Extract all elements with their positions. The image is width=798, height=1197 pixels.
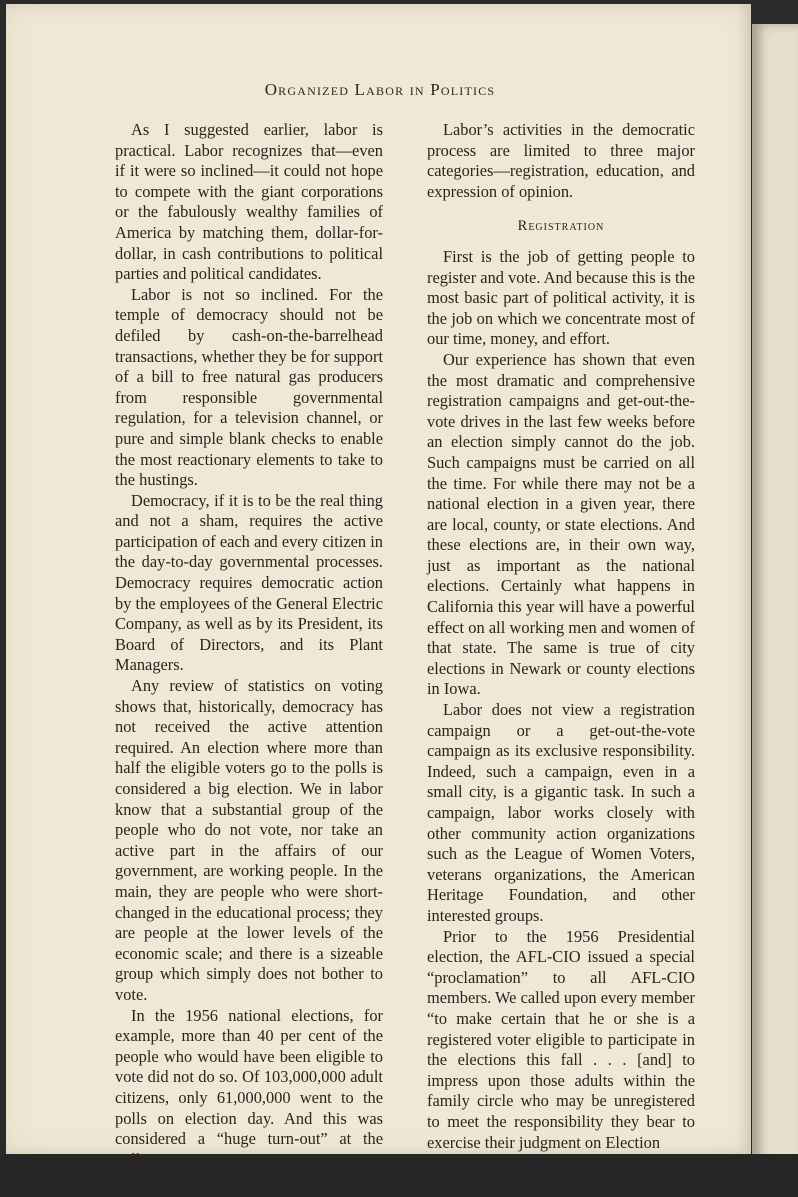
- paragraph: Our experience has shown that even the most dramatic and comprehensive registration campaigns and get-out-the-vote drives in the last few weeks before an election simply cannot do the job. Such campaigns must be carried on all the time. For while there may not be a national election in a given year, there are local, county, or state elections. And these elections are, in their own way, just as important as the national elections. Certainly what happens in California this year will have a powerful effect on all working men and women of that state. The same is true of city elections in Newark or county elections in Iowa.: [427, 349, 695, 699]
- running-head: Organized Labor in Politics: [264, 80, 496, 99]
- paragraph: As I suggested earlier, labor is practical. Labor recognizes that—even if it were so inclined—it could not hope to compete with the giant corporations or the fabulously wealthy families of America by matching them, dollar-for-dollar, in cash contributions to political parties and political candidates.: [115, 120, 383, 284]
- paragraph: Labor does not view a registration campaign or a get-out-the-vote campaign as its exclusive responsibility. Indeed, such a campaign, even in a small city, is a gigantic task. In such a campaign, labor works closely with other community action organizations such as the League of Women Voters, veterans organizations, the American Heritage Foundation, and other interested groups.: [427, 700, 695, 925]
- paragraph-intro: Labor’s activities in the democratic process are limited to three major categories—registration, education, and expression of opinion.: [427, 120, 695, 201]
- section-heading: Registration: [517, 218, 605, 235]
- paragraph: Democracy, if it is to be the real thing and not a sham, requires the active participation of each and every citizen in the day-to-day governmental processes. Democracy requires democratic action by the employees of the General Electric Company, as well as by its President, its Board of Directors, and its Plant Managers.: [115, 490, 383, 675]
- facing-page-edge: [752, 24, 798, 1197]
- right-column: [427, 120, 695, 1153]
- paragraph: Any review of statistics on voting shows that, historically, democracy has not received the active attention required. An election where more than half the eligible voters go to the polls is considered a big election. We in labor know that a substantial group of the people who do not vote, nor take an active part in the affairs of our government, are working people. In the main, they are people who were short-changed in the educational process; they are people at the lower levels of the economic scale; and there is a sizeable group which simply does not bother to vote.: [115, 676, 383, 1004]
- paragraph: Prior to the 1956 Presidential election, the AFL-CIO issued a special “proclamation” to all AFL-CIO members. We called upon every member “to make certain that he or she is a registered voter eligible to participate in the elections this fall . . . [and] to impress upon those adults within the family circle who may be unregistered to meet the responsibility they bear to exercise their judgment on Election: [427, 926, 695, 1152]
- paragraph: First is the job of getting people to register and vote. And because this is the most basic part of political activity, it is the job on which we concentrate most of our time, money, and effort.: [427, 246, 695, 349]
- paragraph: Labor is not so inclined. For the temple of democracy should not be defiled by cash-on-the-barrelhead transactions, whether they be for support of a bill to free natural gas producers from responsible governmental regulation, for a television channel, or pure and simple blank checks to enable the most reactionary elements to take to the hustings.: [115, 284, 383, 490]
- left-column: [115, 120, 383, 1170]
- paragraph: In the 1956 national elections, for example, more than 40 per cent of the people who would have been eligible to vote did not do so. Of 103,000,000 adult citizens, only 61,000,000 went to the polls on election day. And this was considered a “huge turn-out” at the polls.: [115, 1005, 383, 1169]
